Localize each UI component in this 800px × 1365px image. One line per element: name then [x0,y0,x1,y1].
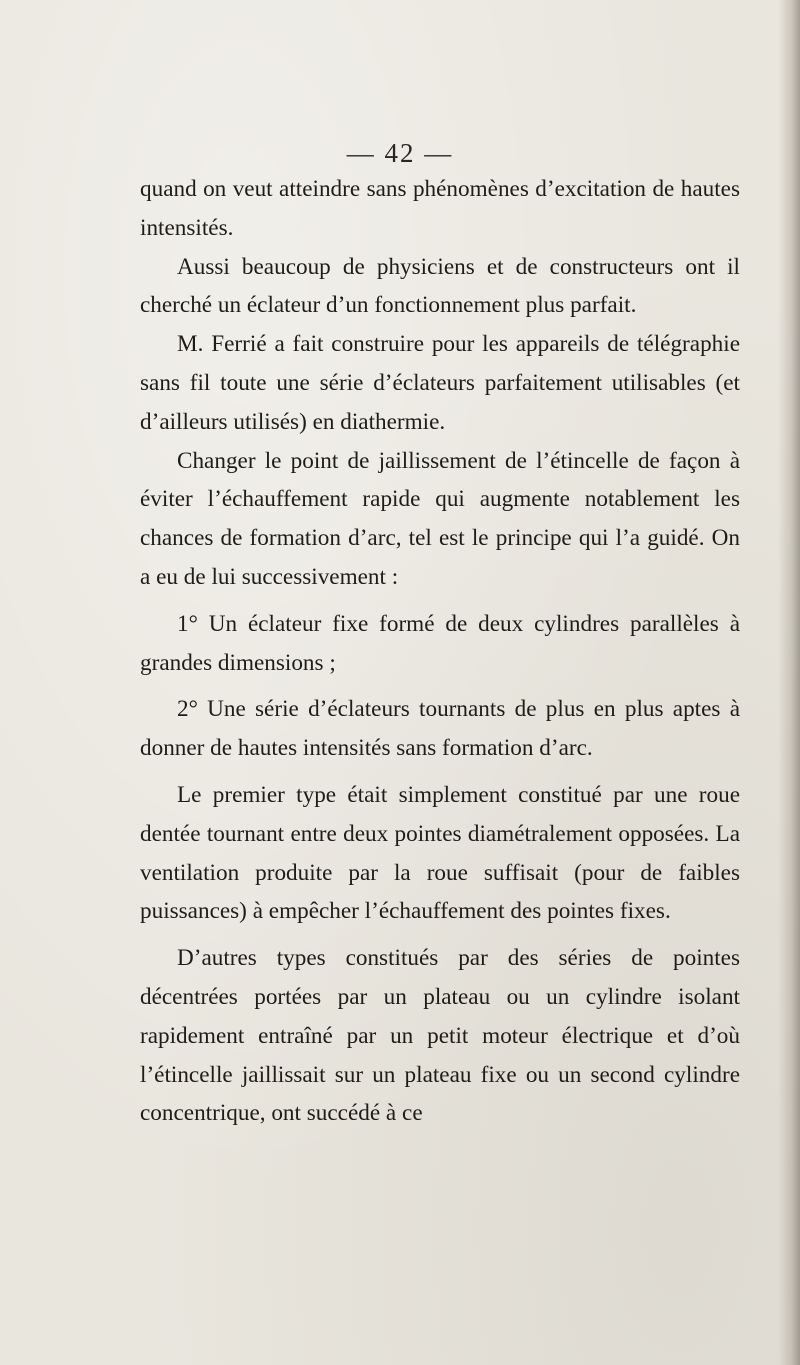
paragraph: quand on veut atteindre sans phénomènes d’excitation de hautes intensités. [140,176,740,241]
paragraph: Aussi beaucoup de physiciens et de constructeurs ont il cherché un éclateur d’un fonctionnement plus parfait. [140,253,740,319]
list-item: 1° Un éclateur fixe formé de deux cylindres parallèles à grandes dimensions ; [140,610,740,676]
page-number: — 42 — [346,138,454,168]
paragraph: M. Ferrié a fait construire pour les appareils de télégraphie sans fil toute une série d’éclateurs parfaitement utilisables (et d’ailleurs utilisés) en diathermie. [140,331,740,435]
list-item: 2° Une série d’éclateurs tournants de plus en plus aptes à donner de hautes intensités sans formation d’arc. [140,696,740,762]
paragraph: D’autres types constitués par des séries de pointes décentrées portées par un plateau ou un cylindre isolant rapidement entraîné par un petit moteur électrique et d’où l’étincelle jaillissait sur un plateau fixe ou un second cylindre concentrique, ont succédé à ce [140,945,740,1127]
paragraph: Changer le point de jaillissement de l’étincelle de façon à éviter l’échauffement rapide qui augmente notablement les chances de formation d’arc, tel est le principe qui l’a guidé. On a eu de lui successivement : [140,447,740,590]
body-text [140,170,740,1133]
page-edge-shadow [778,0,800,1365]
paragraph: Le premier type était simplement constitué par une roue dentée tournant entre deux pointes diamétralement opposées. La ventilation produite par la roue suffisait (pour de faibles puissances) à empêcher l’échauffement des pointes fixes. [140,781,740,925]
